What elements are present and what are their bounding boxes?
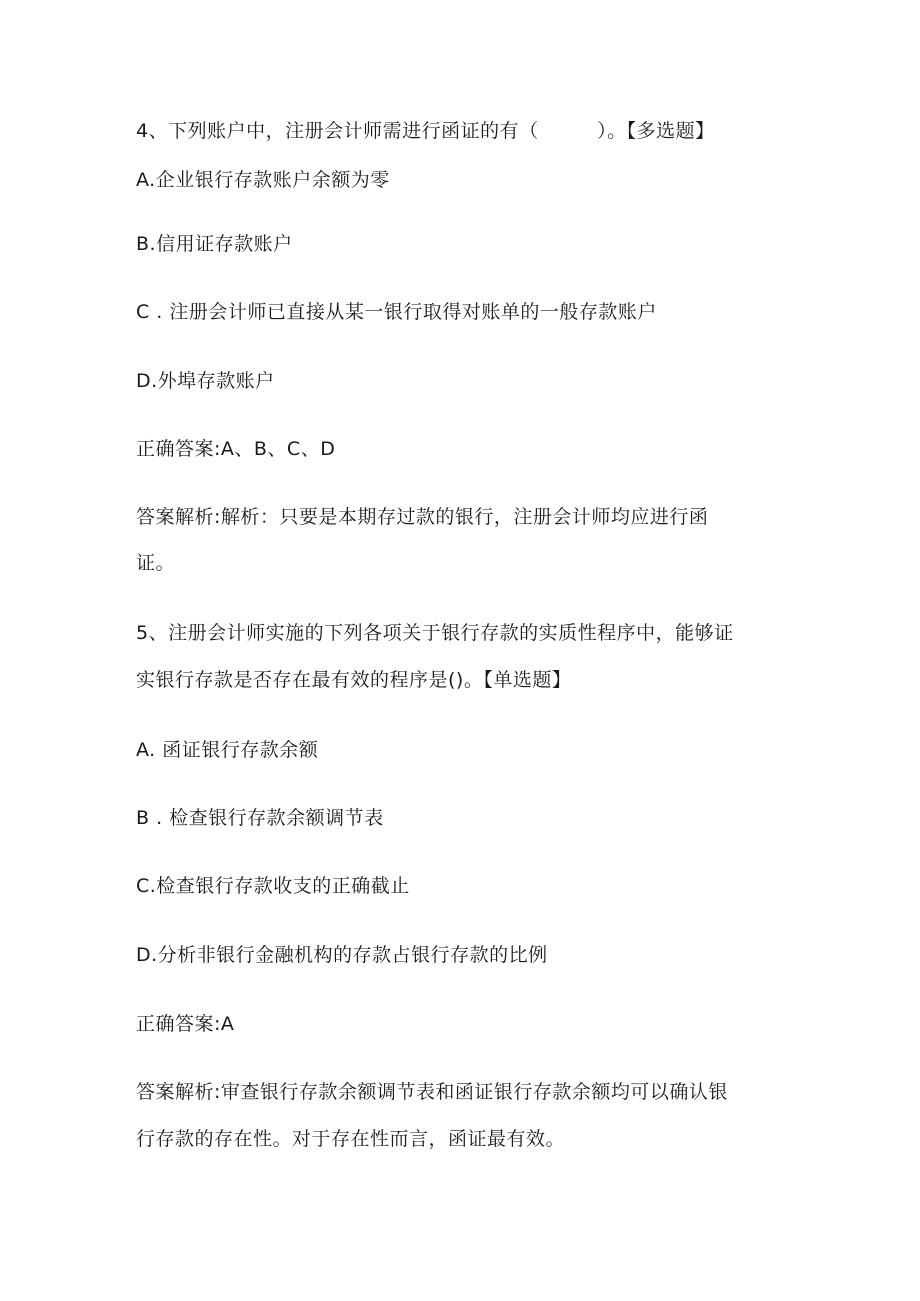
question-5-option-a: A. 函证银行存款余额 (136, 739, 319, 761)
question-4-option-b: B.信用证存款账户 (136, 233, 293, 255)
question-5-option-b: B . 检查银行存款余额调节表 (136, 807, 384, 829)
question-5-stem-line-1: 5、注册会计师实施的下列各项关于银行存款的实质性程序中，能够证 (136, 622, 734, 644)
question-4-option-a: A.企业银行存款账户余额为零 (136, 169, 390, 191)
question-4-answer: 正确答案:A、B、C、D (136, 438, 336, 460)
question-5-answer: 正确答案:A (136, 1013, 235, 1035)
question-5-option-d: D.分析非银行金融机构的存款占银行存款的比例 (136, 944, 548, 966)
question-5-analysis-line-1: 答案解析:审查银行存款余额调节表和函证银行存款余额均可以确认银 (136, 1081, 728, 1103)
question-5-stem-line-2: 实银行存款是否存在最有效的程序是()。【单选题】 (136, 669, 572, 691)
question-4-stem: 4、下列账户中，注册会计师需进行函证的有（ ）。【多选题】 (136, 120, 715, 142)
question-5-option-c: C.检查银行存款收支的正确截止 (136, 875, 410, 897)
question-5-analysis-line-2: 行存款的存在性。对于存在性而言，函证最有效。 (136, 1128, 566, 1150)
question-4-option-c: C . 注册会计师已直接从某一银行取得对账单的一般存款账户 (136, 301, 657, 323)
question-4-option-d: D.外埠存款账户 (136, 370, 275, 392)
question-4-analysis-line-2: 证。 (136, 552, 176, 574)
question-4-analysis-line-1: 答案解析:解析：只要是本期存过款的银行，注册会计师均应进行函 (136, 506, 709, 528)
